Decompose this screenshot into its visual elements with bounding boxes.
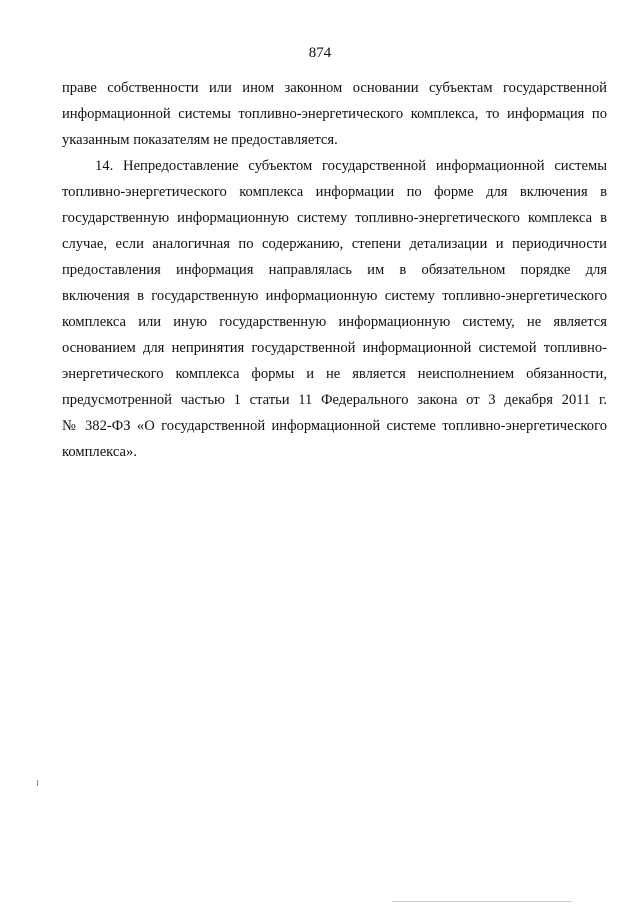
page-number: 874 [308, 45, 332, 61]
text-line: комплекса». [62, 444, 137, 460]
text-line: 14. Непредоставление субъектом государственной информационной системы [95, 158, 607, 174]
text-line: праве собственности или ином законном основании субъектам государственной [62, 80, 607, 96]
text-line: указанным показателям не предоставляется. [62, 132, 338, 148]
text-line: государственную информационную систему топливно-энергетического комплекса в [62, 210, 607, 226]
text-line: включения в государственную информационную систему топливно-энергетического [62, 288, 607, 304]
text-line: № 382-ФЗ «О государственной информационной системе топливно-энергетического [62, 418, 607, 434]
text-line: основанием для непринятия государственной информационной системой топливно- [62, 340, 607, 356]
text-line: комплекса или иную государственную информационную систему, не является [62, 314, 607, 330]
scan-edge-mark [392, 901, 572, 902]
text-line: предоставления информация направлялась им в обязательном порядке для [62, 262, 607, 278]
text-line: энергетического комплекса формы и не является неисполнением обязанности, [62, 366, 607, 382]
text-line: случае, если аналогичная по содержанию, степени детализации и периодичности [62, 236, 607, 252]
text-line: предусмотренной частью 1 статьи 11 Федерального закона от 3 декабря 2011 г. [62, 392, 607, 408]
text-line: информационной системы топливно-энергетического комплекса, то информация по [62, 106, 607, 122]
text-line: топливно-энергетического комплекса информации по форме для включения в [62, 184, 607, 200]
scan-speck [37, 780, 38, 786]
